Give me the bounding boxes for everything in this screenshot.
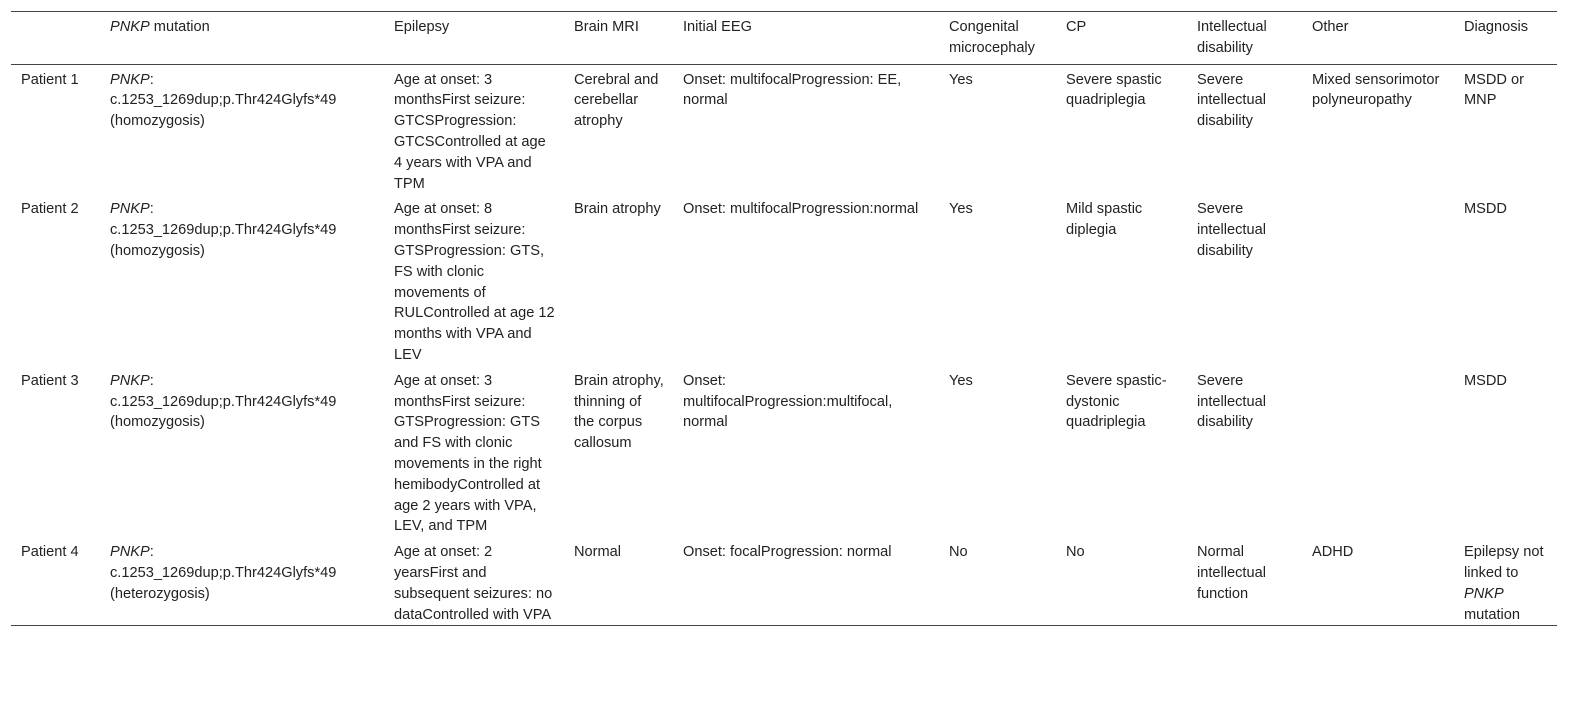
cell-mutation-text: : c.1253_1269dup;p.Thr424Glyfs*49 (homozygosis) [110,201,337,259]
cell-cp: Severe spastic quadriplegia [1066,71,1162,109]
cell-epilepsy: Age at onset: 3 monthsFirst seizure: GTCSProgression: GTCSControlled at age 4 years with VPA and TPM [394,71,546,192]
header-epilepsy: Epilepsy [394,19,450,35]
cell-cp: Mild spastic diplegia [1066,201,1143,239]
cell-other: Mixed sensorimotor polyneuropathy [1312,71,1440,109]
cell-cp: No [1066,544,1085,561]
header-mutation [100,12,384,65]
header-eeg: Initial EEG [683,19,752,35]
cell-eeg: Onset: multifocalProgression: EE, normal [683,71,902,109]
cell-other [1302,366,1454,537]
cell-mutation-text: : c.1253_1269dup;p.Thr424Glyfs*49 (homozygosis) [110,71,337,130]
table-container [11,11,1557,626]
cell-eeg: Onset: multifocalProgression:multifocal, normal [683,372,893,431]
cell-gene: PNKP [110,201,150,218]
cell-diagnosis-prefix: Epilepsy not linked to [1464,544,1544,581]
cell-patient: Patient 1 [21,71,79,88]
cell-epilepsy: Age at onset: 3 monthsFirst seizure: GTSProgression: GTS and FS with clonic movements in the right hemibodyControlled at age 2 years with VPA, LEV, and TPM [394,372,542,535]
cell-mri: Normal [574,544,622,561]
cell-id: Severe intellectual disability [1197,201,1266,259]
table-row [11,537,1557,626]
cell-mri: Brain atrophy, thinning of the corpus callosum [574,372,664,452]
header-mutation-suffix: mutation [149,19,210,35]
cell-patient: Patient 4 [21,544,79,561]
cell-gene: PNKP [110,544,150,561]
cell-patient: Patient 2 [21,201,79,218]
cell-diagnosis: MSDD [1464,201,1507,218]
cell-diagnosis-suffix: mutation [1464,606,1520,623]
header-blank [11,12,100,65]
cell-diagnosis: MSDD [1464,372,1507,389]
cell-epilepsy: Age at onset: 8 monthsFirst seizure: GTSProgression: GTS, FS with clonic movements of RULControlled at age 12 months with VPA and LEV [394,201,555,363]
table-row [11,366,1557,537]
cell-id: Normal intellectual function [1197,544,1266,602]
cell-mri: Cerebral and cerebellar atrophy [574,71,659,130]
header-microcephaly: Congenital microcephaly [949,19,1035,56]
cell-mri: Brain atrophy [574,201,661,218]
cell-diagnosis-gene: PNKP [1464,585,1504,602]
header-other: Other [1312,19,1349,35]
header-mri: Brain MRI [574,19,639,35]
cell-microcephaly: Yes [949,71,973,88]
patients-table [11,11,1557,626]
cell-other [1302,194,1454,365]
cell-epilepsy: Age at onset: 2 yearsFirst and subsequent seizures: no dataControlled with VPA [394,544,553,623]
cell-eeg: Onset: multifocalProgression:normal [683,201,919,218]
cell-microcephaly: No [949,544,968,561]
cell-other: ADHD [1312,544,1354,561]
cell-cp: Severe spastic-dystonic quadriplegia [1066,372,1167,431]
cell-mutation [100,366,384,537]
cell-microcephaly: Yes [949,372,973,389]
cell-id: Severe intellectual disability [1197,71,1266,130]
header-gene: PNKP [110,19,150,35]
header-id: Intellectual disability [1197,19,1267,56]
cell-diagnosis: MSDD or MNP [1464,71,1524,109]
header-diagnosis: Diagnosis [1464,19,1529,35]
header-cp: CP [1066,19,1087,35]
header-row [11,12,1557,65]
cell-gene: PNKP [110,372,150,389]
cell-mutation [100,194,384,365]
cell-eeg: Onset: focalProgression: normal [683,544,892,561]
cell-id: Severe intellectual disability [1197,372,1266,431]
cell-mutation-text: : c.1253_1269dup;p.Thr424Glyfs*49 (homozygosis) [110,372,337,431]
cell-diagnosis [1454,537,1557,626]
cell-microcephaly: Yes [949,201,973,218]
table-row [11,194,1557,365]
cell-gene: PNKP [110,71,150,88]
cell-mutation [100,64,384,194]
cell-mutation [100,537,384,626]
table-row [11,64,1557,194]
cell-patient: Patient 3 [21,372,79,389]
cell-mutation-text: : c.1253_1269dup;p.Thr424Glyfs*49 (heterozygosis) [110,544,337,602]
